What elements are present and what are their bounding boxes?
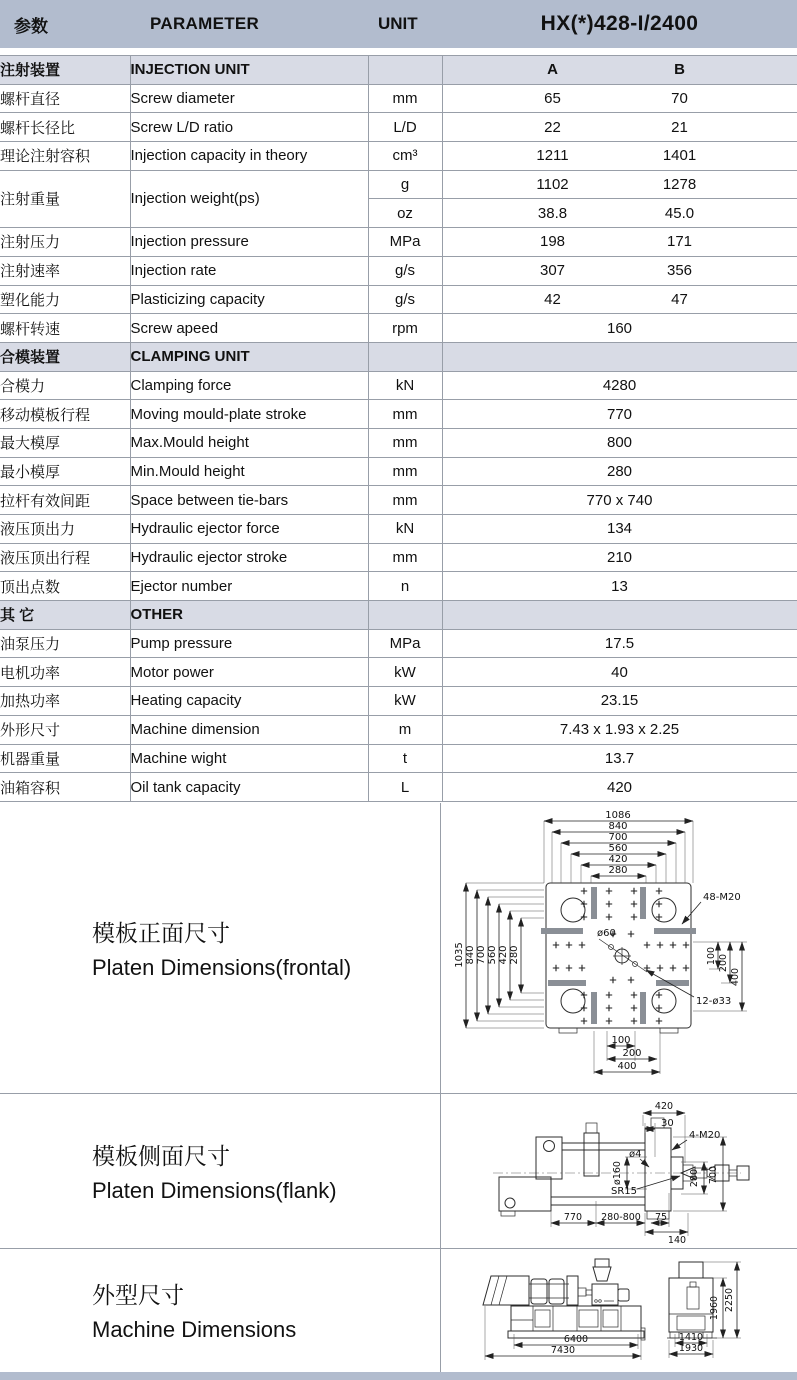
value-merged: 210 bbox=[442, 543, 797, 572]
value-a: 42 bbox=[544, 290, 561, 308]
value-merged: 770 bbox=[442, 400, 797, 429]
dim-label: 700 bbox=[608, 832, 628, 843]
param-cn: 螺杆直径 bbox=[0, 84, 130, 113]
center-hole-callout: ø60 bbox=[597, 928, 616, 939]
param-en: Ejector number bbox=[130, 572, 368, 601]
value-merged: 160 bbox=[442, 314, 797, 343]
section-label bbox=[92, 1277, 296, 1343]
unit-cell: mm bbox=[368, 457, 442, 486]
nozzle-callout: ø4 bbox=[629, 1149, 642, 1160]
param-en: Screw apeed bbox=[130, 314, 368, 343]
value-merged: 134 bbox=[442, 515, 797, 544]
table-row bbox=[0, 629, 797, 658]
platen-frontal-drawing bbox=[441, 803, 797, 1098]
param-cn: 油泵压力 bbox=[0, 629, 130, 658]
footer-band bbox=[0, 1372, 797, 1380]
dim-label: 280-800 bbox=[601, 1212, 641, 1223]
table-row bbox=[0, 371, 797, 400]
param-cn: 拉杆有效间距 bbox=[0, 486, 130, 515]
param-en: Clamping force bbox=[130, 371, 368, 400]
hole-callout: 12-ø33 bbox=[696, 996, 732, 1007]
param-en: CLAMPING UNIT bbox=[130, 342, 368, 371]
param-cn: 注射装置 bbox=[0, 56, 130, 85]
table-row bbox=[0, 457, 797, 486]
spec-table bbox=[0, 55, 797, 802]
value-a: 198 bbox=[539, 233, 566, 251]
param-cn: 合模力 bbox=[0, 371, 130, 400]
param-cn: 注射压力 bbox=[0, 228, 130, 257]
top-dimensions bbox=[544, 810, 693, 883]
param-en: Screw L/D ratio bbox=[130, 113, 368, 142]
unit-cell: g bbox=[368, 170, 442, 199]
unit-cell: MPa bbox=[368, 228, 442, 257]
left-dimensions bbox=[454, 883, 544, 1028]
platen-flank-drawing bbox=[441, 1093, 797, 1253]
value-merged: 800 bbox=[442, 428, 797, 457]
param-en: Screw diameter bbox=[130, 84, 368, 113]
dim-label: 700 bbox=[476, 945, 487, 965]
machine-side-view bbox=[483, 1259, 645, 1340]
table-row bbox=[0, 572, 797, 601]
dim-label: 1410 bbox=[678, 1332, 704, 1343]
value-merged: 23.15 bbox=[442, 687, 797, 716]
param-en: Injection pressure bbox=[130, 228, 368, 257]
flank-dimensions bbox=[551, 1101, 727, 1246]
unit-cell: t bbox=[368, 744, 442, 773]
dim-label: 140 bbox=[667, 1235, 687, 1246]
param-en: Space between tie-bars bbox=[130, 486, 368, 515]
section-platen-flank bbox=[0, 1093, 797, 1249]
value-b: 1278 bbox=[662, 176, 697, 194]
dim-label: 280 bbox=[509, 945, 520, 965]
dim-label: 7430 bbox=[550, 1345, 576, 1356]
col-b-label: B bbox=[674, 61, 685, 79]
param-en: Machine dimension bbox=[130, 715, 368, 744]
dim-label: 700 bbox=[708, 1165, 719, 1185]
table-row bbox=[0, 773, 797, 802]
value-merged: 280 bbox=[442, 457, 797, 486]
machine-drawing bbox=[441, 1248, 797, 1377]
table-row bbox=[0, 113, 797, 142]
param-cn: 注射速率 bbox=[0, 256, 130, 285]
section-title-cn: 外型尺寸 bbox=[92, 1282, 184, 1308]
table-row bbox=[0, 486, 797, 515]
dim-label: 420 bbox=[498, 945, 509, 965]
value-b: 45.0 bbox=[664, 204, 695, 222]
param-cn: 注射重量 bbox=[0, 170, 130, 227]
param-cn: 合模装置 bbox=[0, 342, 130, 371]
platen-outline bbox=[546, 883, 691, 1033]
dim-label: 1035 bbox=[454, 942, 465, 968]
dim-label: 200 bbox=[718, 953, 729, 973]
dim-label: 420 bbox=[608, 854, 628, 865]
value-a: 22 bbox=[544, 118, 561, 136]
dim-label: 100 bbox=[611, 1035, 631, 1046]
col-a-label: A bbox=[547, 61, 558, 79]
section-machine-dimensions bbox=[0, 1248, 797, 1372]
header-param-cn: 参数 bbox=[14, 16, 48, 36]
dim-label: 2250 bbox=[724, 1287, 735, 1313]
platen-frontal-svg bbox=[441, 803, 797, 1093]
unit-cell: kW bbox=[368, 658, 442, 687]
table-row bbox=[0, 256, 797, 285]
dim-label: 400 bbox=[730, 967, 741, 987]
param-cn: 油箱容积 bbox=[0, 773, 130, 802]
param-cn: 机器重量 bbox=[0, 744, 130, 773]
unit-cell: mm bbox=[368, 84, 442, 113]
value-merged: 7.43 x 1.93 x 2.25 bbox=[442, 715, 797, 744]
unit-cell: kN bbox=[368, 371, 442, 400]
param-cn: 移动模板行程 bbox=[0, 400, 130, 429]
section-title-cn: 模板侧面尺寸 bbox=[92, 1142, 230, 1169]
value-merged: 13.7 bbox=[442, 744, 797, 773]
value-a: 65 bbox=[544, 90, 561, 108]
dim-label: 560 bbox=[487, 945, 498, 965]
header-param-en: PARAMETER bbox=[150, 14, 260, 33]
machine-end-dimensions bbox=[669, 1262, 741, 1358]
dim-label: 280 bbox=[608, 865, 628, 876]
param-cn: 最小模厚 bbox=[0, 457, 130, 486]
table-row bbox=[0, 84, 797, 113]
dim-label: 75 bbox=[654, 1212, 668, 1223]
dim-label: 840 bbox=[465, 945, 476, 965]
section-label bbox=[92, 915, 351, 981]
value-b: 171 bbox=[666, 233, 693, 251]
unit-cell: mm bbox=[368, 428, 442, 457]
param-en: Min.Mould height bbox=[130, 457, 368, 486]
value-merged: 770 x 740 bbox=[442, 486, 797, 515]
value-b: 21 bbox=[671, 118, 688, 136]
param-en: Motor power bbox=[130, 658, 368, 687]
param-cn: 螺杆转速 bbox=[0, 314, 130, 343]
value-merged: 13 bbox=[442, 572, 797, 601]
bottom-dimensions bbox=[594, 1031, 660, 1074]
unit-cell: L/D bbox=[368, 113, 442, 142]
value-a: 1102 bbox=[536, 176, 569, 194]
table-row bbox=[0, 428, 797, 457]
center-hole bbox=[599, 939, 647, 972]
vertical-divider bbox=[440, 803, 441, 1372]
param-en: Injection capacity in theory bbox=[130, 142, 368, 171]
table-row bbox=[0, 543, 797, 572]
dim-label: 200 bbox=[622, 1048, 642, 1059]
unit-cell: g/s bbox=[368, 256, 442, 285]
header-band bbox=[0, 0, 797, 48]
table-row bbox=[0, 285, 797, 314]
unit-cell: mm bbox=[368, 543, 442, 572]
section-title-en: Platen Dimensions(flank) bbox=[92, 1177, 337, 1203]
table-row bbox=[0, 744, 797, 773]
unit-cell: L bbox=[368, 773, 442, 802]
param-en: Injection rate bbox=[130, 256, 368, 285]
dim-label: 1960 bbox=[709, 1295, 720, 1321]
dim-label: 420 bbox=[654, 1101, 674, 1112]
param-cn: 液压顶出行程 bbox=[0, 543, 130, 572]
param-en: OTHER bbox=[130, 601, 368, 630]
value-merged: 17.5 bbox=[442, 629, 797, 658]
param-cn: 加热功率 bbox=[0, 687, 130, 716]
table-row bbox=[0, 400, 797, 429]
dim-label: 1086 bbox=[605, 810, 631, 821]
sphere-callout: SR15 bbox=[611, 1186, 638, 1197]
param-en: Hydraulic ejector force bbox=[130, 515, 368, 544]
value-merged: 420 bbox=[442, 773, 797, 802]
dim-label: 840 bbox=[608, 821, 628, 832]
table-row bbox=[0, 314, 797, 343]
param-en: Hydraulic ejector stroke bbox=[130, 543, 368, 572]
param-en: Machine wight bbox=[130, 744, 368, 773]
section-title-en: Machine Dimensions bbox=[92, 1317, 297, 1342]
unit-cell: kN bbox=[368, 515, 442, 544]
unit-cell: oz bbox=[368, 199, 442, 228]
section-row-injection bbox=[0, 56, 797, 85]
param-cn: 顶出点数 bbox=[0, 572, 130, 601]
param-cn: 螺杆长径比 bbox=[0, 113, 130, 142]
table-row bbox=[0, 715, 797, 744]
param-en: Pump pressure bbox=[130, 629, 368, 658]
bolt-callout: 4-M20 bbox=[689, 1130, 721, 1141]
bolt-callout: 48-M20 bbox=[703, 892, 741, 903]
unit-cell: mm bbox=[368, 486, 442, 515]
param-en: INJECTION UNIT bbox=[130, 56, 368, 85]
dim-label: 100 bbox=[706, 946, 717, 966]
dim-label: 770 bbox=[563, 1212, 583, 1223]
machine-dimensions-svg bbox=[441, 1248, 797, 1372]
param-cn: 电机功率 bbox=[0, 658, 130, 687]
dim-label: 30 bbox=[661, 1118, 674, 1129]
diagram-area bbox=[0, 803, 797, 1372]
value-a: 38.8 bbox=[537, 204, 568, 222]
value-b: 47 bbox=[671, 290, 688, 308]
value-merged: 40 bbox=[442, 658, 797, 687]
unit-cell: kW bbox=[368, 687, 442, 716]
value-b: 70 bbox=[671, 90, 688, 108]
section-title-en: Platen Dimensions(frontal) bbox=[92, 955, 352, 980]
param-en: Oil tank capacity bbox=[130, 773, 368, 802]
model-number: HX(*)428-I/2400 bbox=[540, 12, 699, 35]
unit-cell: g/s bbox=[368, 285, 442, 314]
param-cn: 最大模厚 bbox=[0, 428, 130, 457]
table-row bbox=[0, 687, 797, 716]
dim-label: 280 bbox=[689, 1168, 700, 1188]
param-cn: 液压顶出力 bbox=[0, 515, 130, 544]
unit-cell: cm³ bbox=[368, 142, 442, 171]
table-row bbox=[0, 142, 797, 171]
section-row-clamping bbox=[0, 342, 797, 371]
dim-label: 6400 bbox=[563, 1334, 589, 1345]
ring-callout: ø160 bbox=[612, 1161, 623, 1185]
unit-cell: n bbox=[368, 572, 442, 601]
table-row bbox=[0, 515, 797, 544]
dim-label: 400 bbox=[617, 1061, 637, 1072]
value-a: 307 bbox=[539, 262, 566, 280]
param-en: Heating capacity bbox=[130, 687, 368, 716]
dim-label: 1930 bbox=[678, 1343, 704, 1354]
param-cn: 其 它 bbox=[0, 601, 130, 630]
param-en: Injection weight(ps) bbox=[130, 170, 368, 227]
param-cn: 塑化能力 bbox=[0, 285, 130, 314]
unit-cell: rpm bbox=[368, 314, 442, 343]
param-en: Moving mould-plate stroke bbox=[130, 400, 368, 429]
section-row-other bbox=[0, 601, 797, 630]
param-cn: 理论注射容积 bbox=[0, 142, 130, 171]
unit-cell: MPa bbox=[368, 629, 442, 658]
value-a: 1211 bbox=[536, 147, 569, 165]
unit-cell: mm bbox=[368, 400, 442, 429]
section-platen-frontal bbox=[0, 803, 797, 1094]
param-en: Max.Mould height bbox=[130, 428, 368, 457]
section-label bbox=[92, 1138, 337, 1204]
table-row bbox=[0, 228, 797, 257]
header-unit: UNIT bbox=[378, 14, 418, 33]
dim-label: 560 bbox=[608, 843, 628, 854]
table-row bbox=[0, 658, 797, 687]
param-cn: 外形尺寸 bbox=[0, 715, 130, 744]
t-slots bbox=[541, 887, 696, 1024]
section-title-cn: 模板正面尺寸 bbox=[92, 920, 230, 946]
param-en: Plasticizing capacity bbox=[130, 285, 368, 314]
value-b: 1401 bbox=[662, 147, 697, 165]
platen-flank-svg bbox=[441, 1093, 797, 1248]
value-merged: 4280 bbox=[442, 371, 797, 400]
table-row bbox=[0, 170, 797, 199]
unit-cell: m bbox=[368, 715, 442, 744]
value-b: 356 bbox=[666, 262, 693, 280]
